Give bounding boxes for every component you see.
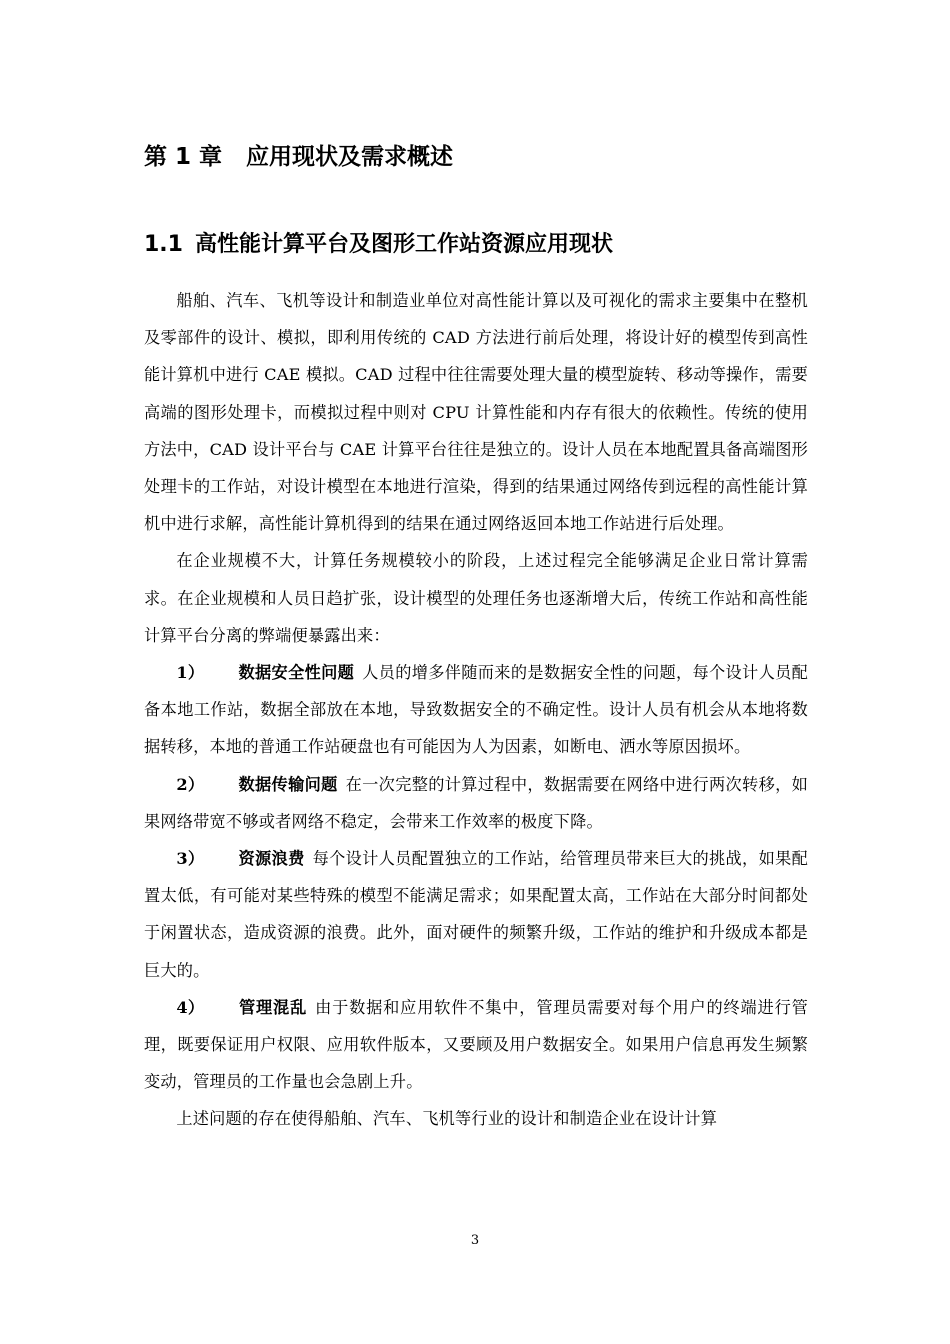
list-item-text: 每个设计人员配置独立的工作站，给管理员带来巨大的挑战，如果配置太低，有可能对某些特殊的模型不能满足需求；如果配置太高，工作站在大部分时间都处于闲置状态，造成资源的浪费。此外，面对硬件的频繁升级，工作站的维护和升级成本都是巨大的。	[144, 849, 808, 980]
section-body	[144, 282, 808, 1138]
list-item-number: 4）	[176, 997, 205, 1017]
list-item-number: 3）	[176, 849, 205, 869]
list-item-number: 2）	[176, 774, 205, 794]
list-item	[144, 989, 808, 1101]
list-item	[144, 654, 808, 766]
chapter-number: 第 1 章	[144, 144, 223, 170]
list-item-term: 数据安全性问题	[238, 663, 355, 683]
list-item	[144, 840, 808, 989]
list-item	[144, 766, 808, 840]
paragraph: 在企业规模不大，计算任务规模较小的阶段，上述过程完全能够满足企业日常计算需求。在企业规模和人员日趋扩张，设计模型的处理任务也逐渐增大后，传统工作站和高性能计算平台分离的弊端便暴露出来：	[144, 551, 808, 645]
section-title-text: 高性能计算平台及图形工作站资源应用现状	[194, 232, 613, 257]
list-item-text: 人员的增多伴随而来的是数据安全性的问题，每个设计人员配备本地工作站，数据全部放在本地，导致数据安全的不确定性。设计人员有机会从本地将数据转移，本地的普通工作站硬盘也有可能因为人为因素，如断电、洒水等原因损坏。	[144, 663, 808, 757]
paragraph: 上述问题的存在使得船舶、汽车、飞机等行业的设计和制造企业在设计计算	[176, 1109, 718, 1129]
list-item-number: 1）	[176, 663, 205, 683]
page-number: 3	[470, 1233, 480, 1248]
list-item-text: 由于数据和应用软件不集中，管理员需要对每个用户的终端进行管理，既要保证用户权限、应用软件版本，又要顾及用户数据安全。如果用户信息再发生频繁变动，管理员的工作量也会急剧上升。	[144, 997, 808, 1092]
chapter-title-text: 应用现状及需求概述	[246, 144, 454, 170]
section-heading	[144, 228, 808, 262]
list-item-term: 数据传输问题	[238, 774, 338, 794]
chapter-heading	[144, 140, 808, 174]
list-item-text: 在一次完整的计算过程中，数据需要在网络中进行两次转移，如果网络带宽不够或者网络不稳定，会带来工作效率的极度下降。	[144, 774, 808, 831]
list-item-term: 管理混乱	[238, 997, 308, 1017]
list-item-term: 资源浪费	[238, 849, 305, 869]
paragraph: 船舶、汽车、飞机等设计和制造业单位对高性能计算以及可视化的需求主要集中在整机及零部件的设计、模拟，即利用传统的 CAD 方法进行前后处理，将设计好的模型传到高性能计算机中进行 CAE 模拟。CAD 过程中往往需要处理大量的模型旋转、移动等操作，需要高端的图形处理卡，而模拟过程中则对 CPU 计算性能和内存有很大的依赖性。传统的使用方法中，CAD 设计平台与 CAE 计算平台往往是独立的。设计人员在本地配置具备高端图形处理卡的工作站，对设计模型在本地进行渲染，得到的结果通过网络传到远程的高性能计算机中进行求解，高性能计算机得到的结果在通过网络返回本地工作站进行后处理。	[144, 291, 808, 534]
section-number: 1.1	[144, 232, 183, 257]
